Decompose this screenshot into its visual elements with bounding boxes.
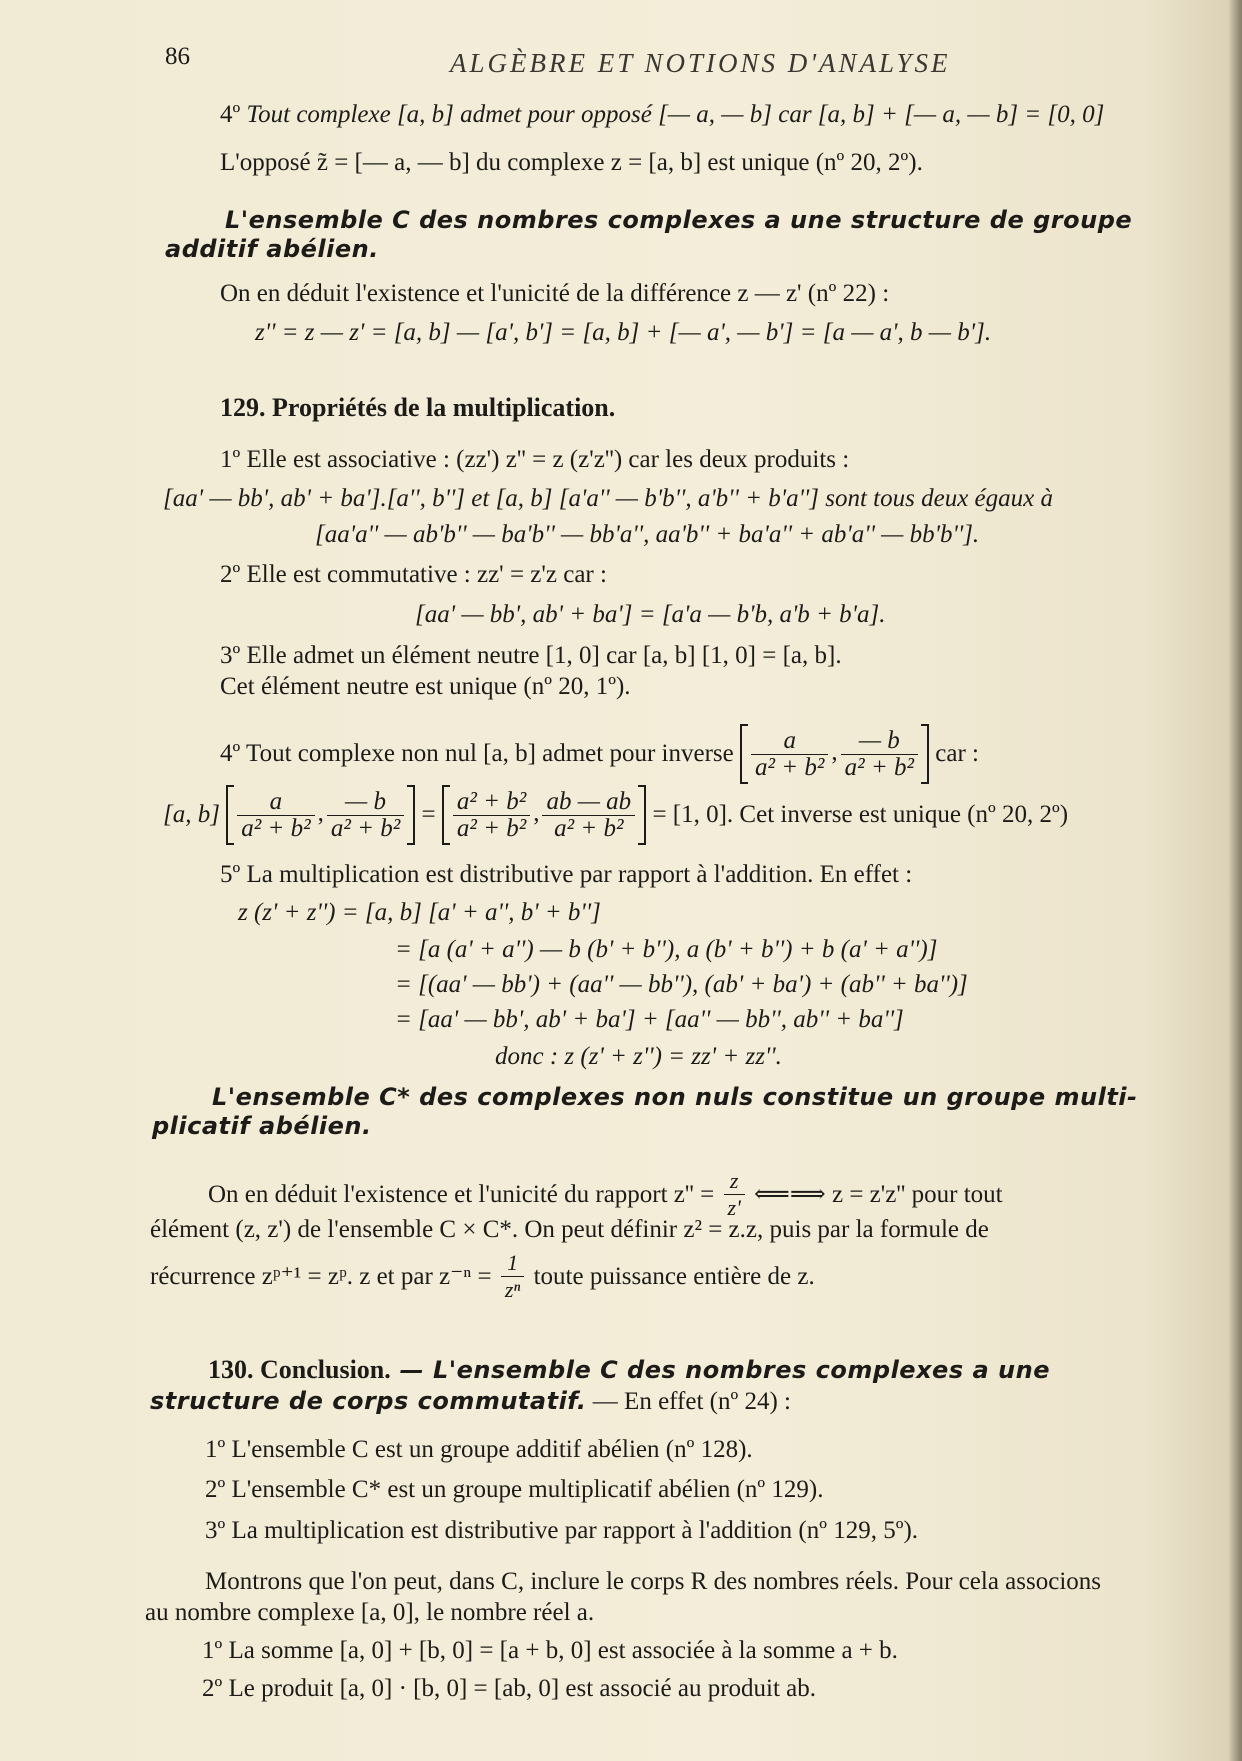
fraction-denominator: a² + b² [755, 753, 825, 781]
inverse-fraction-real [751, 728, 828, 781]
fraction-numerator: — b [841, 728, 918, 755]
fraction-numerator: 1 [501, 1250, 525, 1277]
proof-fraction-real [237, 789, 314, 842]
fraction-denominator: a² + b² [554, 814, 624, 842]
page-number: 86 [165, 43, 190, 70]
associativity-line: 1º Elle est associative : (zz') z'' = z (z'z'') car les deux produits : [220, 446, 850, 473]
conclusion-theorem-l1: — L'ensemble C des nombres complexes a une [390, 1356, 1050, 1384]
theorem-multiplicative-group-l2: plicatif abélien. [152, 1112, 372, 1140]
inverse-proof-lhs: [a, b] [163, 801, 220, 828]
fraction-numerator: a² + b² [453, 789, 530, 816]
ratio-fraction [724, 1168, 745, 1221]
theorem-additive-group-l1: L'ensemble C des nombres complexes a une structure de groupe [225, 206, 1133, 234]
inverse-fraction-imag [841, 728, 918, 781]
page-edge-shadow [1228, 0, 1242, 1761]
distributivity-conclusion: donc : z (z' + z'') = zz' + zz''. [495, 1043, 782, 1070]
distributivity-line: 5º La multiplication est distributive par rapport à l'addition. En effet : [220, 861, 913, 888]
fraction-denominator: a² + b² [844, 753, 914, 781]
ratio-text: On en déduit l'existence et l'unicité du rapport z'' = [208, 1180, 715, 1208]
powers-line: élément (z, z') de l'ensemble C × C*. On peut définir z² = z.z, puis par la formule de [150, 1216, 989, 1243]
fraction-denominator: a² + b² [241, 814, 311, 842]
fraction-numerator: a [237, 789, 314, 816]
sum-association: 1º La somme [a, 0] + [b, 0] = [a + b, 0] est associée à la somme a + b. [202, 1637, 898, 1664]
section-heading-129: 129. Propriétés de la multiplication. [220, 393, 616, 422]
fraction-denominator: a² + b² [456, 814, 527, 842]
bracket-left [740, 724, 748, 784]
conclusion-line-2 [150, 1386, 791, 1417]
running-head: ALGÈBRE ET NOTIONS D'ANALYSE [450, 48, 951, 78]
fraction-numerator: ab — ab [542, 789, 635, 816]
conclusion-heading: 130. Conclusion. [208, 1355, 391, 1384]
recurrence-fraction [501, 1250, 525, 1303]
inverse-proof: [a, b] $\frac{a}{\text{a² + b²}}$ , $\frac{— b}{\text{a² + b²}}$ = $\frac{\text{a² + b²}}{\text{a² + b²}}$ , $\frac{ab — ab}{\text{a² + b²}}$ = [1, 0]. Cet inverse est unique (nº 20, 2º) [163, 785, 1068, 845]
fraction-numerator: — b [327, 789, 404, 816]
fraction-denominator: z' [727, 1195, 741, 1220]
bracket-right [638, 785, 646, 845]
bracket-right [921, 724, 929, 784]
bracket-right [407, 785, 415, 845]
car-label: car : [935, 740, 979, 767]
bracket-left [442, 785, 450, 845]
product-fraction-real [453, 789, 530, 842]
inclusion-line-2: au nombre complexe [a, 0], le nombre réel a. [145, 1599, 595, 1626]
difference-equation: z'' = z — z' = [a, b] — [a', b'] = [a, b] + [— a', — b'] = [a — a', b — b']. [255, 319, 992, 346]
fraction-numerator: a [751, 728, 828, 755]
opposite-property [220, 100, 1104, 130]
conclusion-item-2: 2º L'ensemble C* est un groupe multiplicatif abélien (nº 129). [205, 1476, 824, 1503]
commutativity-line: 2º Elle est commutative : zz' = z'z car : [220, 561, 607, 588]
inverse-statement: 4º Tout complexe non nul [a, b] admet pour inverse [220, 740, 734, 767]
distributivity-step-1: z (z' + z'') = [a, b] [a' + a'', b' + b''] [238, 899, 601, 926]
distributivity-step-2: = [a (a' + a'') — b (b' + b''), a (b' + b'') + b (a' + a'')] [395, 936, 938, 963]
commutativity-equation: [aa' — bb', ab' + ba'] = [a'a — b'b, a'b + b'a]. [415, 601, 886, 628]
conclusion-item-3: 3º La multiplication est distributive par rapport à l'addition (nº 129, 5º). [205, 1517, 919, 1544]
fraction-denominator: zⁿ [504, 1277, 521, 1302]
conclusion-ref: — En effet (nº 24) : [586, 1388, 792, 1415]
fraction-denominator: a² + b² [330, 814, 401, 842]
item-number: 4º [220, 101, 241, 128]
associativity-common-value: [aa'a'' — ab'b'' — ba'b'' — bb'a'', aa'b'' + ba'a'' + ab'a'' — bb'b'']. [315, 521, 980, 548]
product-fraction-imag [542, 789, 635, 842]
inclusion-line-1: Montrons que l'on peut, dans C, inclure le corps R des nombres réels. Pour cela associons [205, 1568, 1101, 1595]
conclusion-item-1: 1º L'ensemble C est un groupe additif abélien (nº 128). [205, 1436, 753, 1463]
inverse-line: 4º Tout complexe non nul [a, b] admet pour inverse $\frac{a}{\text{a² + b²}}$ , $\frac{— b}{\text{a² + b²}}$ car : [220, 724, 979, 784]
neutral-unique-line: Cet élément neutre est unique (nº 20, 1º). [220, 673, 631, 700]
recurrence-text: récurrence zᵖ⁺¹ = zᵖ. z et par z⁻ⁿ = [150, 1262, 492, 1290]
ratio-equivalence: ⟸⟹ z = z'z'' pour tout [754, 1180, 1003, 1208]
neutral-element-line: 3º Elle admet un élément neutre [1, 0] car [a, b] [1, 0] = [a, b]. [220, 642, 842, 669]
recurrence-line [150, 1250, 815, 1303]
section-heading-130 [208, 1355, 1050, 1386]
fraction-numerator: z [724, 1168, 745, 1195]
distributivity-step-4: = [aa' — bb', ab' + ba'] + [aa'' — bb'', ab'' + ba''] [395, 1006, 904, 1033]
theorem-additive-group-l2: additif abélien. [165, 235, 379, 263]
ratio-line [208, 1168, 1003, 1221]
distributivity-step-3: = [(aa' — bb') + (aa'' — bb''), (ab' + ba') + (ab'' + ba'')] [395, 971, 968, 998]
opposite-unique-line: L'opposé z̃ = [— a, — b] du complexe z = [a, b] est unique (nº 20, 2º). [220, 149, 923, 176]
recurrence-tail: toute puissance entière de z. [533, 1262, 815, 1290]
conclusion-theorem-l2: structure de corps commutatif. [150, 1387, 587, 1415]
opposite-statement: Tout complexe [a, b] admet pour opposé [— a, — b] car [a, b] + [— a, — b] = [0, 0] [246, 101, 1105, 128]
difference-intro: On en déduit l'existence et l'unicité de la différence z — z' (nº 22) : [220, 280, 890, 307]
product-association: 2º Le produit [a, 0] · [b, 0] = [ab, 0] est associé au produit ab. [202, 1675, 817, 1702]
theorem-multiplicative-group-l1: L'ensemble C* des complexes non nuls constitue un groupe multi- [212, 1083, 1138, 1111]
bracket-left [226, 785, 234, 845]
associativity-products: [aa' — bb', ab' + ba'].[a'', b''] et [a, b] [a'a'' — b'b'', a'b'' + b'a''] sont tous deux égaux à [163, 485, 1053, 512]
inverse-proof-rhs: = [1, 0]. Cet inverse est unique (nº 20, 2º) [652, 801, 1069, 828]
proof-fraction-imag [327, 789, 404, 842]
